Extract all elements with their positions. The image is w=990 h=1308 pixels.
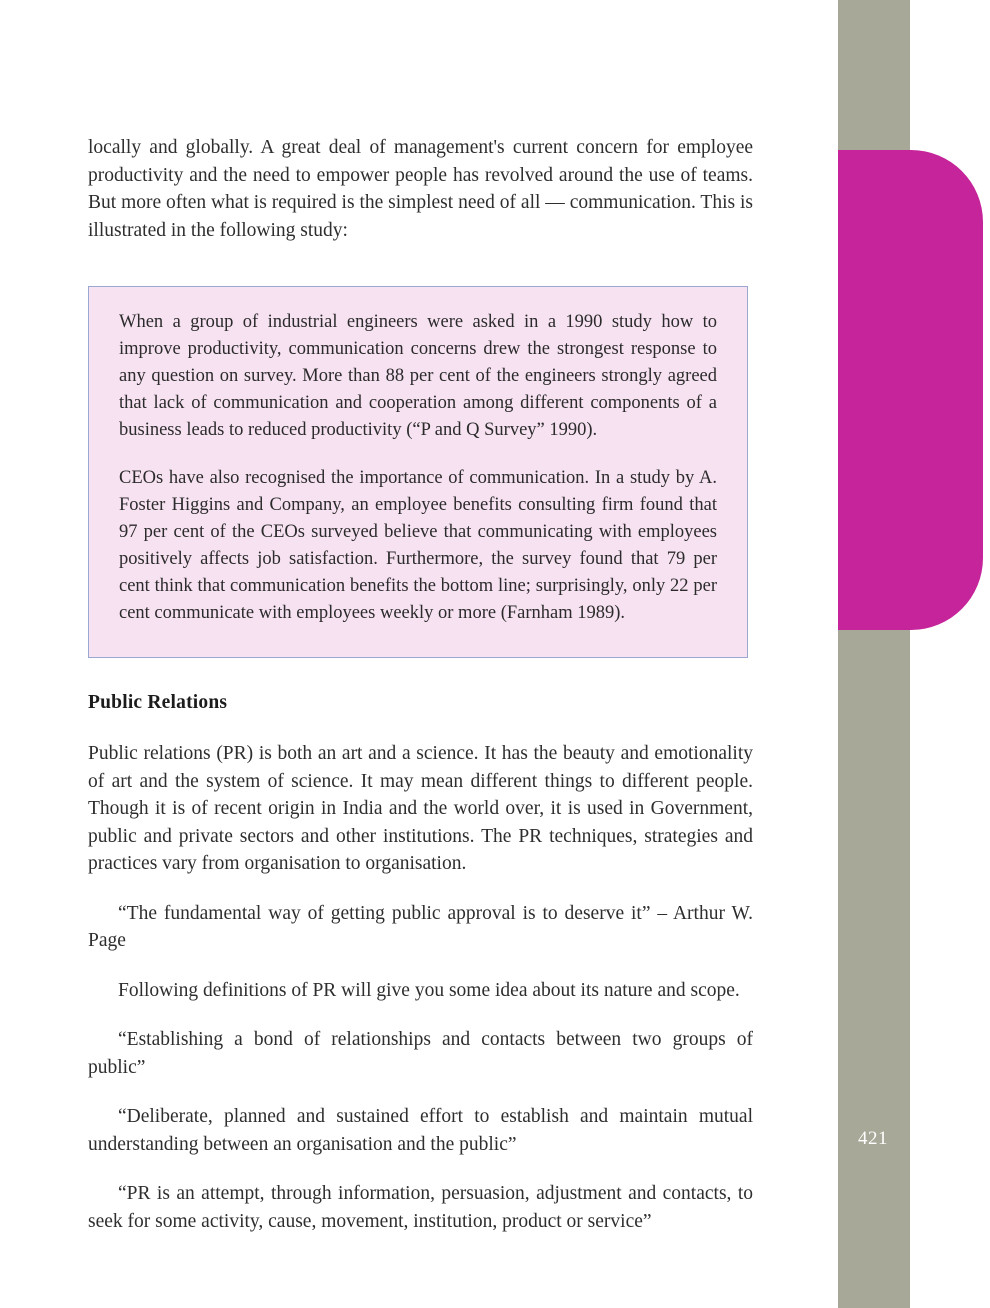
- callout-paragraph-1: When a group of industrial engineers were asked in a 1990 study how to improve productivity, communication concerns drew the strongest response to any question on survey. More than 88 per cent of the engineers strongly agreed that lack of communication and cooperation among different components of a business leads to reduced productivity (“P and Q Survey” 1990).: [119, 312, 717, 440]
- page-decoration-band: [838, 0, 990, 1308]
- section-paragraph-2: “The fundamental way of getting public approval is to deserve it” – Arthur W. Page: [88, 902, 753, 951]
- case-study-callout-inner: [119, 309, 717, 627]
- section-heading: Public Relations: [88, 692, 228, 713]
- section-paragraph-1: Public relations (PR) is both an art and a science. It has the beauty and emotionality of art and the system of science. It may mean different things to different people. Though it is of recent origin in India and the world over, it is used in Government, public and private sectors and other institutions. The PR techniques, strategies and practices vary from organisation to organisation.: [88, 743, 753, 874]
- intro-paragraph: locally and globally. A great deal of management's current concern for employee productivity and the need to empower people has revolved around the use of teams. But more often what is required is the simplest need of all — communication. This is illustrated in the following study:: [88, 137, 753, 241]
- section-paragraph-4: “Establishing a bond of relationships and contacts between two groups of public”: [88, 1029, 753, 1078]
- section-paragraph-6: “PR is an attempt, through information, persuasion, adjustment and contacts, to seek for some activity, cause, movement, institution, product or service”: [88, 1183, 753, 1232]
- section-paragraph-5: “Deliberate, planned and sustained effort to establish and maintain mutual understanding between an organisation and the public”: [88, 1106, 753, 1155]
- section-paragraph-3: Following definitions of PR will give you some idea about its nature and scope.: [118, 979, 740, 1001]
- callout-paragraph-2: CEOs have also recognised the importance of communication. In a study by A. Foster Higgins and Company, an employee benefits consulting firm found that 97 per cent of the CEOs surveyed believe that communicating with employees positively affects job satisfaction. Furthermore, the survey found that 79 per cent think that communication benefits the bottom line; surprisingly, only 22 per cent communicate with employees weekly or more (Farnham 1989).: [119, 468, 717, 623]
- section-body: [88, 740, 753, 1235]
- page-number: 421: [858, 1128, 888, 1149]
- magenta-rounded-band: [838, 150, 983, 630]
- page-content: [88, 134, 753, 1235]
- case-study-callout: [88, 286, 748, 658]
